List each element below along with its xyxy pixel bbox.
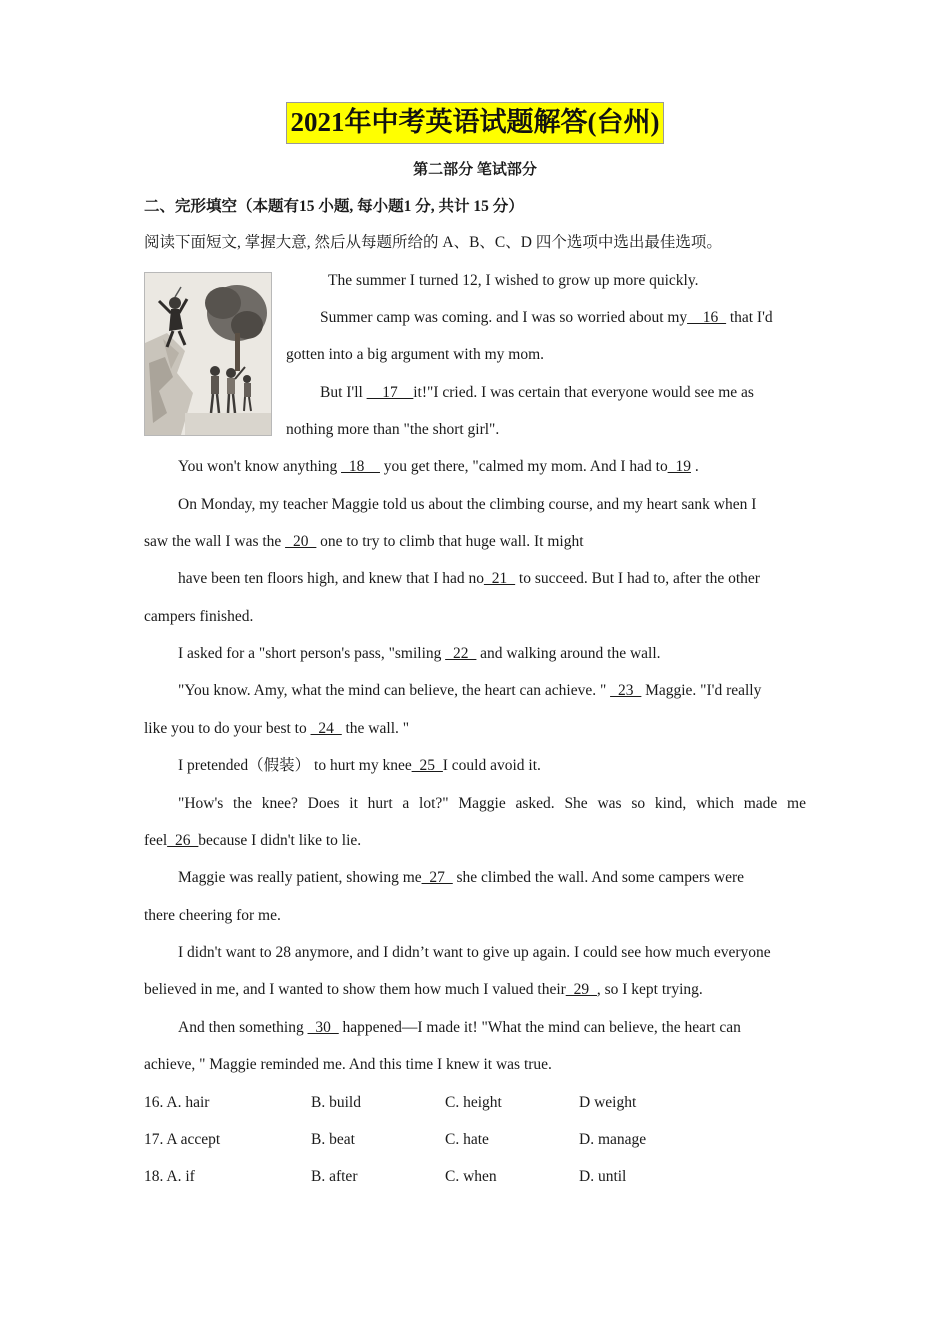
blank-25: _25_ xyxy=(411,757,443,774)
passage-line-8 xyxy=(144,532,584,552)
passage-text: Summer camp was coming. and I was so worried about my xyxy=(320,309,688,326)
passage-text: you get there, "calmed my mom. And I had to xyxy=(379,458,668,475)
passage-text: feel xyxy=(144,832,168,849)
passage-line-2 xyxy=(320,308,773,328)
option-c: C. height xyxy=(445,1094,502,1111)
passage-text: I could avoid it. xyxy=(442,757,541,774)
passage-text: But I'll xyxy=(320,384,367,401)
passage-text: nothing more than "the short girl". xyxy=(286,421,500,438)
blank-29: _29_ xyxy=(565,981,597,998)
option-a: 18. A. if xyxy=(144,1168,195,1185)
passage-line-9 xyxy=(178,569,760,589)
passage-text: she climbed the wall. And some campers were xyxy=(452,869,745,886)
passage-line-13 xyxy=(144,719,409,739)
option-b: B. build xyxy=(311,1094,361,1111)
passage-text: The summer I turned 12, I wished to grow up more quickly. xyxy=(328,272,699,289)
blank-21: _21_ xyxy=(484,570,516,587)
passage-line-3 xyxy=(286,345,544,365)
passage-line-22 xyxy=(144,1055,552,1075)
passage-text: believed in me, and I wanted to show them how much I valued their xyxy=(144,981,566,998)
passage-text: it!"I cried. I was certain that everyone would see me as xyxy=(413,384,754,401)
title-wrap xyxy=(0,102,950,144)
blank-16: __16_ xyxy=(687,309,726,326)
blank-23: _23_ xyxy=(610,682,642,699)
passage-line-18 xyxy=(144,906,281,926)
blank-27: _27_ xyxy=(421,869,453,886)
blank-18: _18__ xyxy=(341,458,380,475)
passage-line-6 xyxy=(178,457,699,477)
option-c: C. when xyxy=(445,1168,497,1185)
blank-17: __17__ xyxy=(366,384,414,401)
passage-text: campers finished. xyxy=(144,608,254,625)
passage-text: that I'd xyxy=(725,309,773,326)
passage-text: there cheering for me. xyxy=(144,907,281,924)
passage-text: saw the wall I was the xyxy=(144,533,286,550)
passage-line-11 xyxy=(178,644,661,664)
blank-20: _20_ xyxy=(285,533,317,550)
passage-text: . xyxy=(690,458,699,475)
blank-24: _24_ xyxy=(310,720,342,737)
option-a: 17. A accept xyxy=(144,1131,221,1148)
passage-text: I didn't want to 28 anymore, and I didn’t want to give up again. I could see how much everyone xyxy=(178,944,771,961)
passage-text: gotten into a big argument with my mom. xyxy=(286,346,545,363)
passage-text: I asked for a "short person's pass, "smiling xyxy=(178,645,446,662)
passage-line-1 xyxy=(328,271,699,291)
passage-text: "How's the knee? Does it hurt a lot?" Maggie asked. She was so kind, which made me xyxy=(178,795,806,812)
passage-text: have been ten floors high, and knew that I had no xyxy=(178,570,485,587)
passage-line-21 xyxy=(178,1018,741,1038)
instructions: 阅读下面短文, 掌握大意, 然后从每题所给的 A、B、C、D 四个选项中选出最佳选项。 xyxy=(144,234,722,251)
passage-text: "You know. Amy, what the mind can believe, the heart can achieve. " xyxy=(178,682,611,699)
climbing-illustration-icon xyxy=(145,273,271,435)
passage-line-14 xyxy=(178,756,541,776)
passage-text: You won't know anything xyxy=(178,458,342,475)
passage-line-20 xyxy=(144,980,703,1000)
passage-line-5 xyxy=(286,420,499,440)
passage-line-16 xyxy=(144,831,361,851)
passage-line-17 xyxy=(178,868,744,888)
blank-26: _26_ xyxy=(167,832,199,849)
passage-text: happened—I made it! "What the mind can believe, the heart can xyxy=(338,1019,741,1036)
passage-text: the wall. " xyxy=(341,720,410,737)
passage-line-10 xyxy=(144,607,253,627)
blank-19: _19 xyxy=(667,458,691,475)
passage-text: achieve, " Maggie reminded me. And this time I knew it was true. xyxy=(144,1056,552,1073)
passage-text: because I didn't like to lie. xyxy=(198,832,362,849)
passage-text: like you to do your best to xyxy=(144,720,311,737)
passage-line-15 xyxy=(178,794,806,814)
option-b: B. beat xyxy=(311,1131,355,1148)
page-title: 2021年中考英语试题解答(台州) xyxy=(286,102,665,144)
option-b: B. after xyxy=(311,1168,358,1185)
passage-line-7 xyxy=(178,495,756,515)
option-d: D. manage xyxy=(579,1131,647,1148)
passage-text: On Monday, my teacher Maggie told us about the climbing course, and my heart sank when I xyxy=(178,496,757,513)
passage-text: one to try to climb that huge wall. It might xyxy=(316,533,584,550)
part-subtitle: 第二部分 笔试部分 xyxy=(413,162,537,178)
passage-line-4 xyxy=(320,383,754,403)
section-heading: 二、完形填空（本题有15 小题, 每小题1 分, 共计 15 分） xyxy=(144,198,524,215)
passage-text: , so I kept trying. xyxy=(596,981,703,998)
passage-text: I pretended（假装） to hurt my knee xyxy=(178,757,412,774)
passage-text: And then something xyxy=(178,1019,308,1036)
option-d: D. until xyxy=(579,1168,627,1185)
passage-text: to succeed. But I had to, after the other xyxy=(515,570,760,587)
passage-text: and walking around the wall. xyxy=(476,645,661,662)
story-illustration xyxy=(144,272,272,436)
blank-30: _30_ xyxy=(307,1019,339,1036)
passage-text: Maggie. "I'd really xyxy=(641,682,762,699)
passage-line-12 xyxy=(178,681,761,701)
option-c: C. hate xyxy=(445,1131,489,1148)
blank-22: _22_ xyxy=(445,645,477,662)
option-a: 16. A. hair xyxy=(144,1094,210,1111)
passage-line-19 xyxy=(178,943,771,963)
passage-text: Maggie was really patient, showing me xyxy=(178,869,422,886)
option-d: D weight xyxy=(579,1094,637,1111)
